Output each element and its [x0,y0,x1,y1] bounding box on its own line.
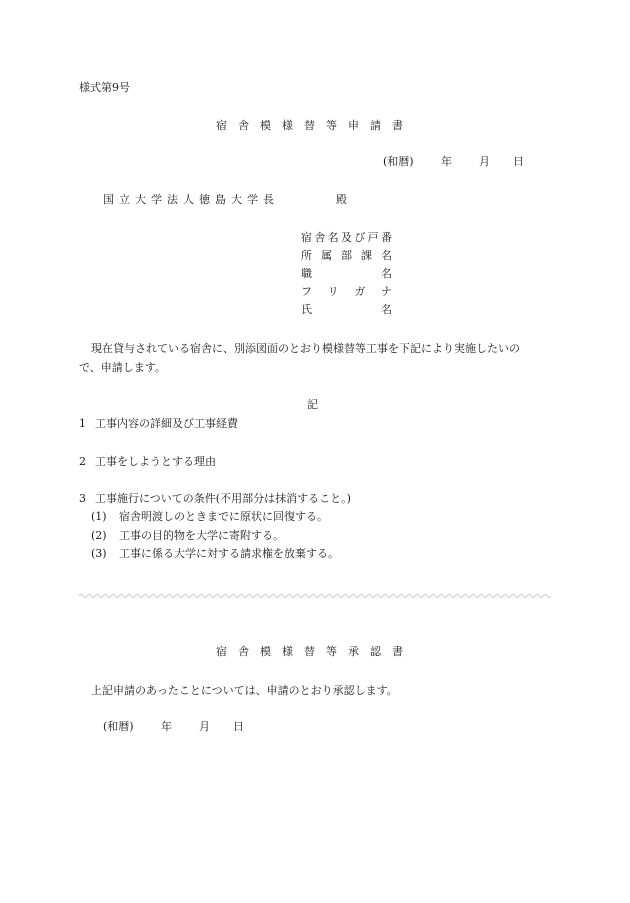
ki-heading: 記 [307,398,318,411]
approval-title: 宿舎模様替等承認書 [216,645,414,658]
field-char: 名 [327,231,339,244]
field-char: ガ [354,285,366,298]
field-residence [301,229,392,247]
field-char: 氏 [301,303,312,316]
field-char: ナ [380,285,392,298]
field-char: 宿 [301,231,312,244]
field-name [301,301,392,319]
date-year: 年 [441,155,452,168]
condition-number: (2) [91,529,107,542]
field-char: 属 [321,249,332,262]
item-text: 工事をしようとする理由 [95,455,216,468]
condition-text: 工事に係る大学に対する請求権を放棄する。 [119,547,339,560]
item-number: 2 [79,455,86,468]
field-char: 番 [380,231,392,244]
field-char: び [354,231,366,244]
body-line-1: 現在貸与されている宿舎に、別添図面のとおり模様替等工事を下記により実施したいの [91,342,520,355]
item-1 [79,417,238,430]
applicant-fields [301,229,392,319]
field-char: 名 [381,249,392,262]
condition-2 [91,529,284,542]
condition-number: (1) [91,510,107,523]
condition-text: 工事の目的物を大学に寄附する。 [119,529,284,542]
field-char: 舎 [314,231,326,244]
date-year: 年 [161,720,172,733]
field-char: 部 [341,249,352,262]
date-day: 日 [233,720,244,733]
item-number: 3 [79,492,86,505]
item-2 [79,455,216,468]
condition-3 [91,547,339,560]
honorific: 殿 [336,193,347,206]
field-department [301,247,392,265]
field-char: 職 [301,267,312,280]
item-number: 1 [79,417,86,430]
condition-1 [91,510,328,523]
item-text: 工事内容の詳細及び工事経費 [95,417,238,430]
date-era: (和暦) [383,155,414,168]
field-char: 所 [301,249,312,262]
application-title: 宿舎模様替等申請書 [216,119,414,132]
field-char: 名 [381,303,392,316]
date-day: 日 [513,155,524,168]
field-char: フ [301,285,312,298]
item-text: 工事施行についての条件(不用部分は抹消すること。) [95,492,351,505]
approval-body: 上記申請のあったことについては、申請のとおり承認します。 [91,684,398,697]
condition-text: 宿舎明渡しのときまでに原状に回復する。 [119,510,328,523]
field-char: 戸 [367,231,379,244]
date-era: (和暦) [103,720,134,733]
form-number: 様式第9号 [79,81,130,94]
addressee: 国立大学法人徳島大学長 [103,193,279,206]
field-char: 課 [361,249,372,262]
date-month: 月 [199,720,210,733]
field-furigana [301,283,392,301]
field-char: リ [327,285,339,298]
body-line-2: で、申請します。 [79,361,166,374]
field-char: 名 [381,267,392,280]
field-position [301,265,392,283]
date-month: 月 [479,155,490,168]
cut-line-divider [79,592,551,600]
condition-number: (3) [91,547,107,560]
approval-date [103,720,244,733]
application-date [383,155,524,168]
item-3 [79,492,351,505]
field-char: 及 [340,231,352,244]
